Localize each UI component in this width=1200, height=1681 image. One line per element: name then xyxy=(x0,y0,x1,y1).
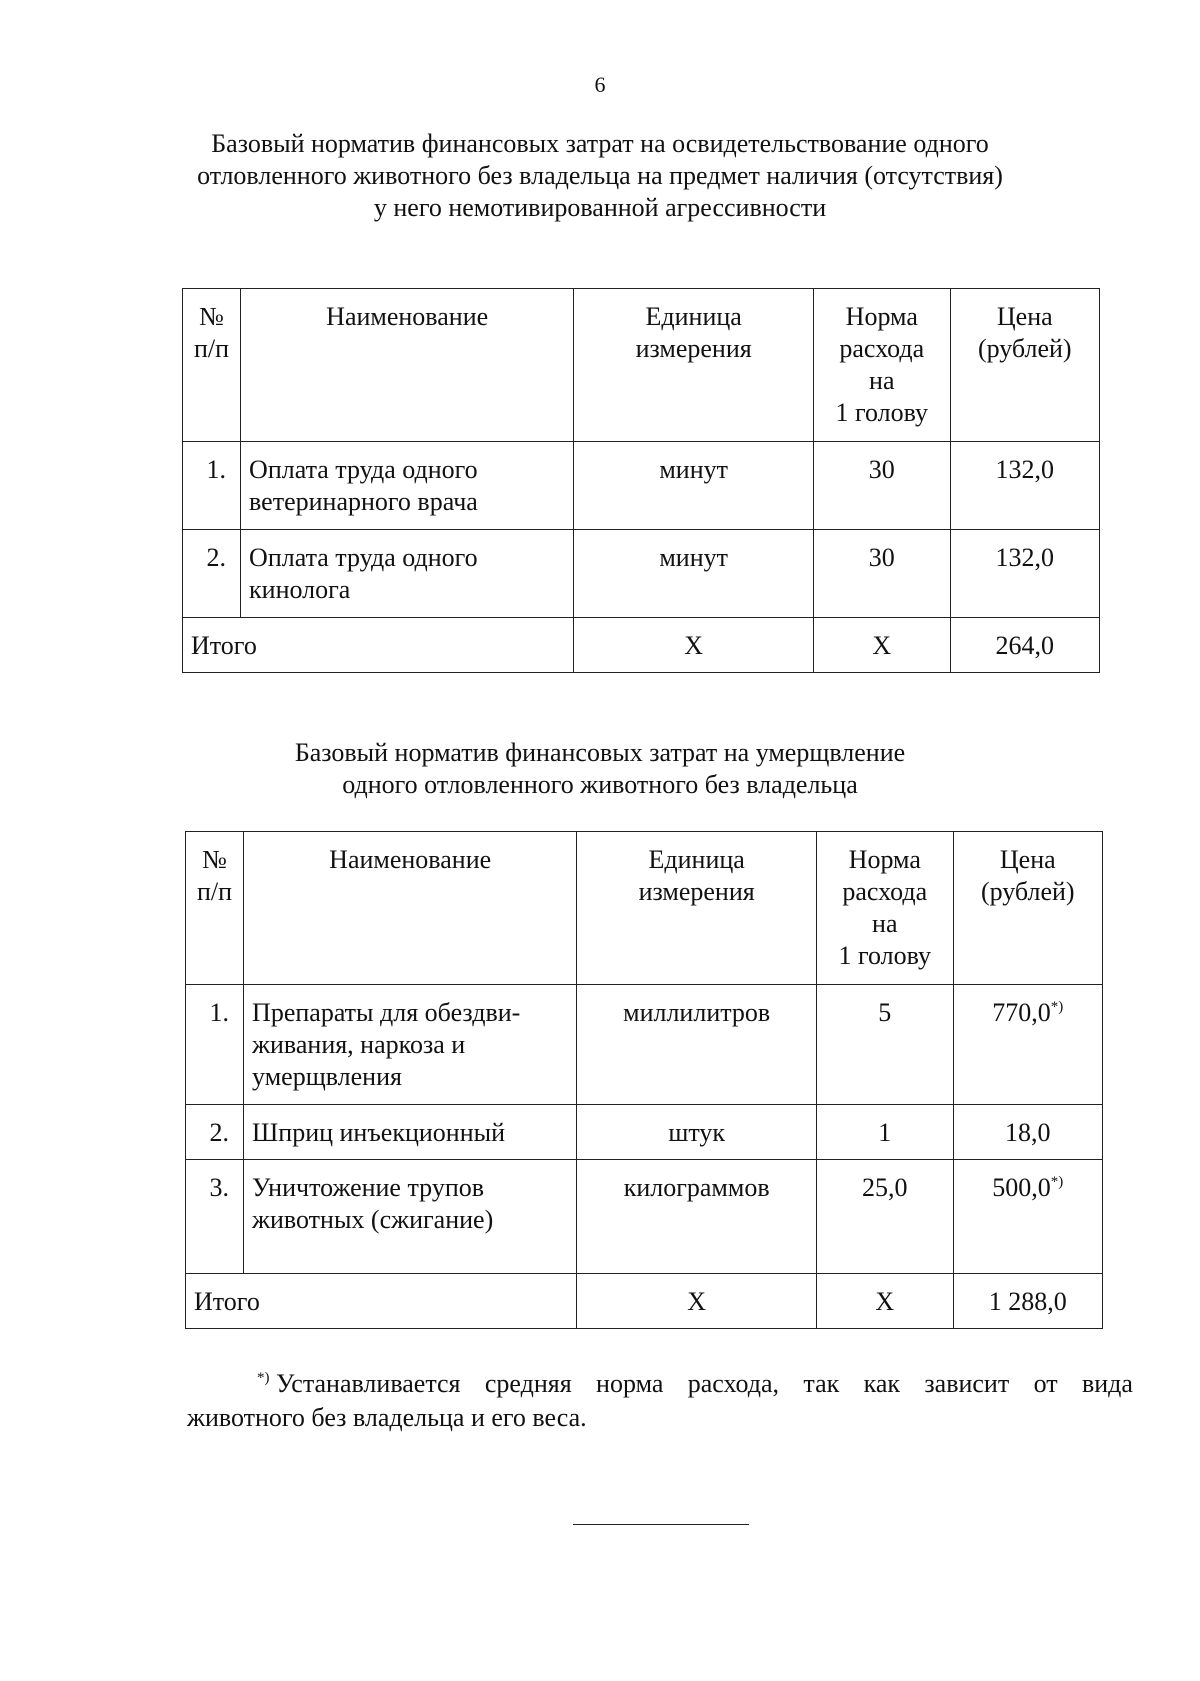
table-header-row xyxy=(183,289,1100,442)
total-price: 264,0 xyxy=(950,618,1099,673)
footnote-word: *) Устанавливается xyxy=(257,1369,461,1398)
row-name: Уничтожение трупов животных (сжигание) xyxy=(244,1160,577,1274)
total-price: 1 288,0 xyxy=(953,1274,1102,1329)
row-name: Препараты для обездви- живания, наркоза и умерщвления xyxy=(244,985,577,1105)
header-num: № п/п xyxy=(183,289,241,442)
row-price: 132,0 xyxy=(950,442,1099,530)
table-row xyxy=(186,1105,1103,1160)
section2-title-line: Базовый норматив финансовых затрат на умерщвление xyxy=(294,738,906,767)
total-norm: X xyxy=(814,618,951,673)
header-price: Цена (рублей) xyxy=(953,832,1102,985)
footnote-mark: *) xyxy=(1050,1174,1064,1190)
table-row xyxy=(183,530,1100,618)
footnote-line-1 xyxy=(187,1367,1133,1401)
row-norm: 30 xyxy=(814,530,951,618)
row-num: 1. xyxy=(186,985,244,1105)
footnote xyxy=(187,1367,1133,1435)
row-unit: миллилитров xyxy=(577,985,817,1105)
footnote-word: норма xyxy=(596,1369,664,1398)
row-num: 1. xyxy=(183,442,241,530)
header-unit: Единица измерения xyxy=(577,832,817,985)
row-unit: минут xyxy=(574,442,814,530)
section1-title xyxy=(150,128,1050,224)
header-name: Наименование xyxy=(241,289,574,442)
header-norm: Норма расхода на 1 голову xyxy=(814,289,951,442)
section1-title-line: у него немотивированной агрессивности xyxy=(373,193,827,222)
row-price: 18,0 xyxy=(953,1105,1102,1160)
header-num: № п/п xyxy=(186,832,244,985)
footnote-word: вида xyxy=(1081,1369,1133,1398)
header-price: Цена (рублей) xyxy=(950,289,1099,442)
total-label: Итого xyxy=(183,618,574,673)
table-row xyxy=(186,1160,1103,1274)
table-row xyxy=(186,985,1103,1105)
page-number: 6 xyxy=(594,72,606,97)
table-header-row xyxy=(186,832,1103,985)
section2-title xyxy=(150,737,1050,801)
section1-title-line: отловленного животного без владельца на предмет наличия (отсутствия) xyxy=(197,161,1003,190)
table-row xyxy=(183,442,1100,530)
row-name: Оплата труда одного ветеринарного врача xyxy=(241,442,574,530)
row-norm: 5 xyxy=(817,985,954,1105)
footnote-mark: *) xyxy=(1050,999,1064,1015)
closing-rule xyxy=(573,1524,749,1525)
table-total-row xyxy=(183,618,1100,673)
row-num: 2. xyxy=(183,530,241,618)
price-value: 770,0 xyxy=(992,998,1051,1027)
footnote-word: от xyxy=(1033,1369,1058,1398)
footnote-word: как xyxy=(863,1369,901,1398)
footnote-word: расхода, xyxy=(687,1369,780,1398)
row-num: 2. xyxy=(186,1105,244,1160)
row-name: Оплата труда одного кинолога xyxy=(241,530,574,618)
row-norm: 25,0 xyxy=(817,1160,954,1274)
table-total-row xyxy=(186,1274,1103,1329)
row-unit: килограммов xyxy=(577,1160,817,1274)
row-name: Шприц инъекционный xyxy=(244,1105,577,1160)
footnote-mark: *) xyxy=(257,1370,270,1386)
total-unit: X xyxy=(574,618,814,673)
row-price: 132,0 xyxy=(950,530,1099,618)
section2-table xyxy=(185,831,1103,1329)
total-unit: X xyxy=(577,1274,817,1329)
section1-title-line: Базовый норматив финансовых затрат на освидетельствование одного xyxy=(211,129,989,158)
row-norm: 30 xyxy=(814,442,951,530)
section2-title-line: одного отловленного животного без владельца xyxy=(342,770,858,799)
total-label: Итого xyxy=(186,1274,577,1329)
header-unit: Единица измерения xyxy=(574,289,814,442)
footnote-word: зависит xyxy=(924,1369,1010,1398)
row-num: 3. xyxy=(186,1160,244,1274)
footnote-line-2: животного без владельца и его веса. xyxy=(187,1403,587,1432)
footnote-word: средняя xyxy=(484,1369,572,1398)
footnote-word: так xyxy=(803,1369,840,1398)
row-norm: 1 xyxy=(817,1105,954,1160)
header-name: Наименование xyxy=(244,832,577,985)
row-unit: штук xyxy=(577,1105,817,1160)
price-value: 500,0 xyxy=(992,1173,1051,1202)
row-unit: минут xyxy=(574,530,814,618)
total-norm: X xyxy=(817,1274,954,1329)
row-price xyxy=(953,1160,1102,1274)
header-norm: Норма расхода на 1 голову xyxy=(817,832,954,985)
section1-table xyxy=(182,288,1100,673)
row-price xyxy=(953,985,1102,1105)
